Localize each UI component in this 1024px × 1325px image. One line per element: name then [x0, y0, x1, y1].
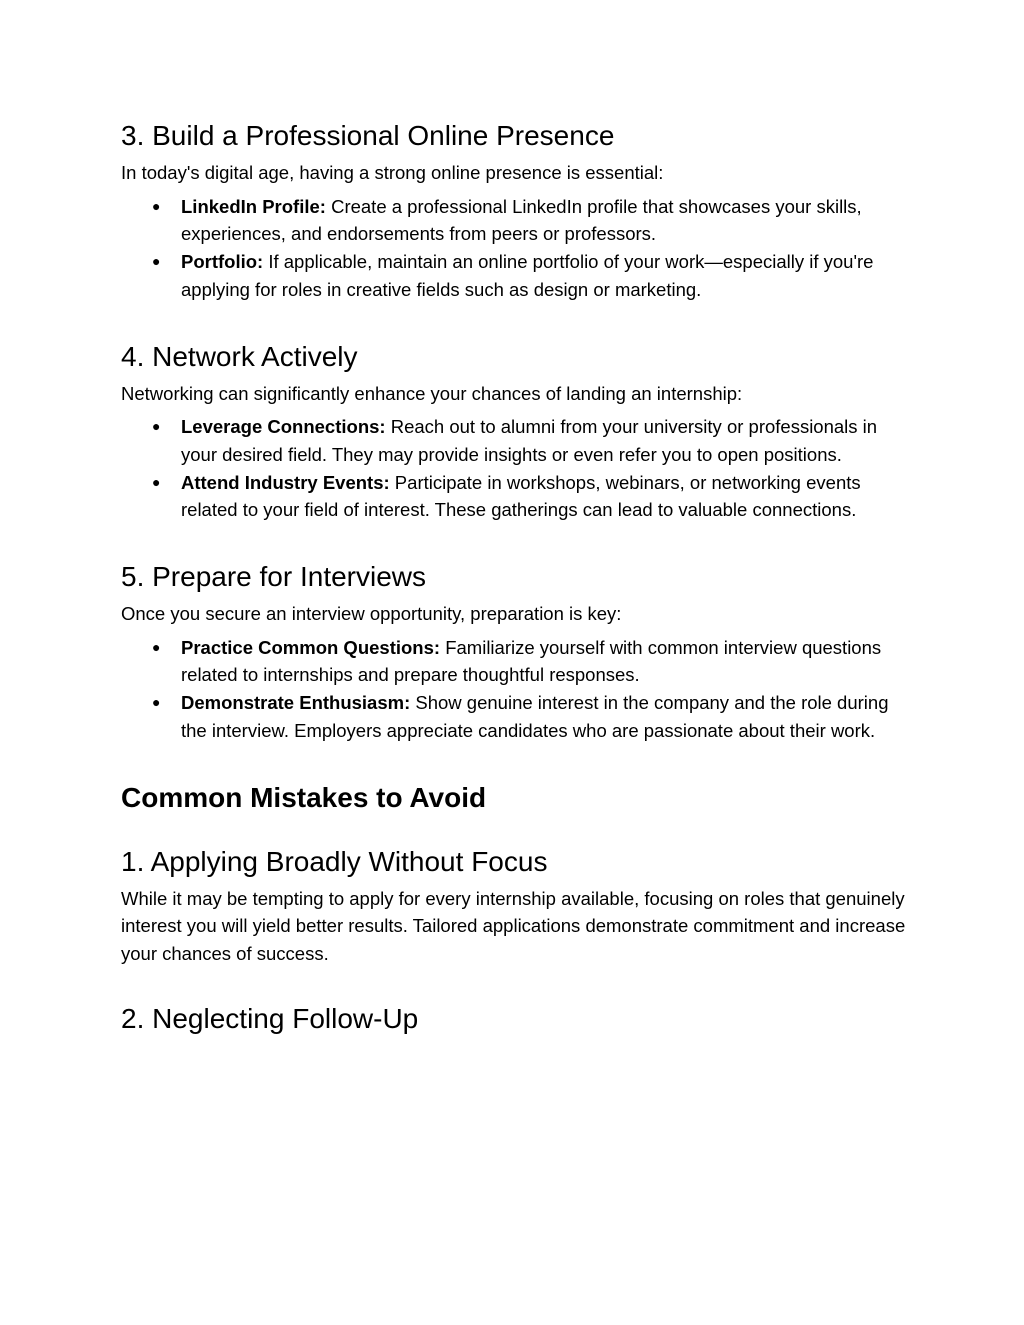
bullet-list — [121, 634, 911, 745]
list-item — [152, 248, 911, 303]
bullet-list — [121, 193, 911, 304]
section-heading-follow-up: 2. Neglecting Follow-Up — [121, 1002, 419, 1034]
section-heading-interviews: 5. Prepare for Interviews — [121, 561, 427, 593]
list-item — [152, 689, 911, 744]
bullet-text: Reach out to alumni from your university or professionals in your desired field. They may provide insights or even refer you to open positions. — [181, 416, 878, 465]
bullet-label: Demonstrate Enthusiasm: — [181, 692, 411, 714]
section-heading-network: 4. Network Actively — [121, 340, 358, 372]
bullet-label: Portfolio: — [181, 251, 264, 273]
section-heading-applying-broadly: 1. Applying Broadly Without Focus — [121, 845, 548, 877]
bullet-text: If applicable, maintain an online portfolio of your work—especially if you're applying for roles in creative fields such as design or marketing. — [181, 251, 874, 300]
section-intro: In today's digital age, having a strong online presence is essential: — [121, 162, 664, 183]
section-intro: Once you secure an interview opportunity, preparation is key: — [121, 603, 622, 625]
bullet-icon: ● — [152, 638, 161, 655]
document-content — [121, 118, 911, 1042]
list-item — [152, 634, 911, 689]
section-body: While it may be tempting to apply for every internship available, focusing on roles that genuinely interest you will yield better results. Tailored applications demonstrate commitment and increase your chances of success. — [121, 887, 906, 964]
bullet-label: Leverage Connections: — [181, 416, 386, 438]
list-item — [152, 413, 911, 468]
bullet-label: Practice Common Questions: — [181, 636, 441, 658]
list-item — [152, 469, 911, 524]
section-intro: Networking can significantly enhance your chances of landing an internship: — [121, 382, 743, 404]
bullet-list — [121, 413, 911, 524]
list-item — [152, 193, 911, 248]
bullet-text: Create a professional LinkedIn profile that showcases your skills, experiences, and endorsements from peers or professors. — [181, 195, 862, 245]
bullet-icon: ● — [152, 694, 161, 711]
bullet-text: Familiarize yourself with common interview questions related to internships and prepare thoughtful responses. — [181, 636, 882, 686]
bullet-icon: ● — [152, 418, 161, 435]
bullet-text: Show genuine interest in the company and the role during the interview. Employers appreciate candidates who are passionate about their work. — [181, 692, 889, 741]
bullet-icon: ● — [152, 197, 161, 214]
section-heading-online-presence: 3. Build a Professional Online Presence — [121, 120, 615, 151]
major-heading-common-mistakes: Common Mistakes to Avoid — [121, 781, 487, 813]
bullet-icon: ● — [152, 253, 161, 270]
bullet-label: Attend Industry Events: — [181, 471, 390, 493]
bullet-icon: ● — [152, 473, 161, 490]
bullet-label: LinkedIn Profile: — [181, 195, 326, 217]
bullet-text: Participate in workshops, webinars, or networking events related to your field of interest. These gatherings can lead to valuable connections. — [181, 471, 861, 521]
